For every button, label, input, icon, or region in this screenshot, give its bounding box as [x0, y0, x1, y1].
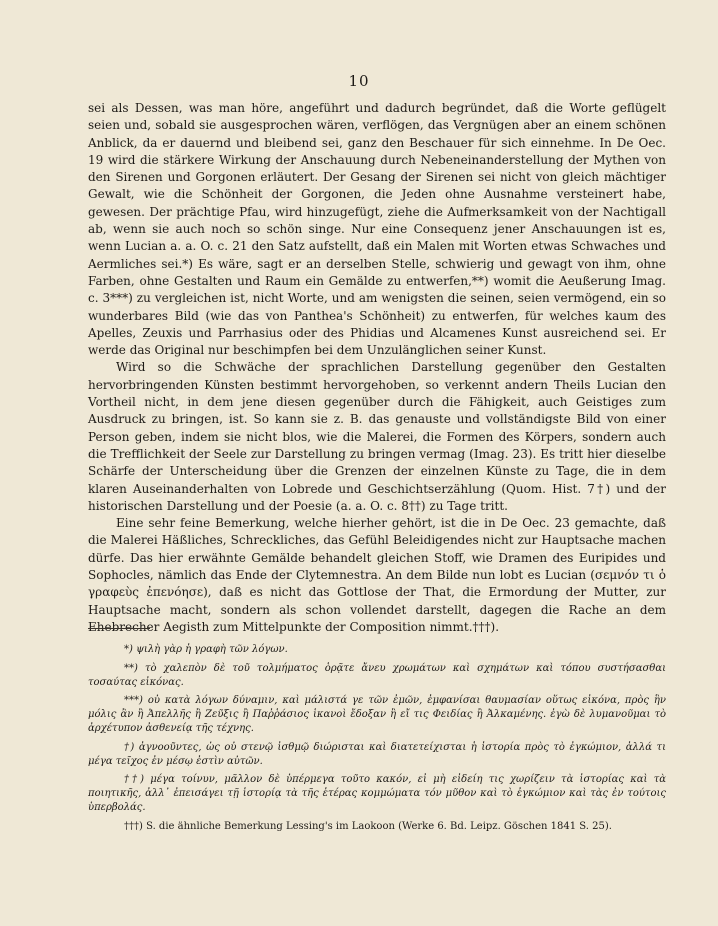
footnote-4: †) ἀγνοοῦντες, ὡς οὐ στενῷ ἰσθμῷ διώρισται καὶ διατετείχισται ἡ ἱστορία πρὸς τὸ ἐγκώμιον, ἀλλά τι μέγα τεῖχος ἐν μέσῳ ἐστὶν αὐτῶν. [88, 741, 666, 767]
footnote-3: ***) οὐ κατὰ λόγων δύναμιν, καὶ μάλιστά γε τῶν ἐμῶν, ἐμφανίσαι θαυμασίαν οὕτως εἰκόνα, πρὸς ἣν μόλις ἂν ἢ Ἀπελλῆς ἢ Ζεῦξις ἢ Παῤῥάσιος ἱκανοὶ ἔδοξαν ἢ εἴ τις Φειδίας ἢ Ἀλκαμένης. ἐγὼ δὲ λυμανοῦμαι τὸ ἀρχέτυπον ἀσθενείᾳ τῆς τέχνης. [88, 695, 666, 735]
page-number: 10 [348, 72, 370, 90]
paragraph-1: sei als Dessen, was man höre, angeführt und dadurch begründet, daß die Worte geflügelt seien und, sobald sie ausgesprochen wären, verflögen, das Vergnügen aber an einem schönen Anblick, da er dauernd und bleibend sei, ganz den Beschauer für sich einnehme. In De Oec. 19 wird die stärkere Wirkung der Anschauung durch Nebeneinanderstellung der Mythen von den Sirenen und Gorgonen erläutert. Der Gesang der Sirenen sei nicht von gleich mächtiger Gewalt, wie die Schönheit der Gorgonen, die Jeden ohne Ausnahme versteinert habe, gewesen. Der prächtige Pfau, wird hinzugefügt, ziehe die Aufmerksamkeit von der Nachtigall ab, wenn sie auch noch so schön singe. Nur eine Consequenz jener Anschauungen ist es, wenn Lucian a. a. O. c. 21 den Satz aufstellt, daß ein Malen mit Worten etwas Schwaches und Aermliches sei.*) Es wäre, sagt er an derselben Stelle, schwierig und gewagt von ihm, ohne Farben, ohne Gestalten und Raum ein Gemälde zu entwerfen,**) womit die Aeußerung Imag. c. 3***) zu vergleichen ist, nicht Worte, und am wenigsten die seinen, seien vermögend, ein so wunderbares Bild (wie das von Panthea's Schönheit) zu entwerfen, für welches kaum des Apelles, Zeuxis und Parrhasius oder des Phidias und Alcamenes Kunst ausreichend sei. Er werde das Original nur beschimpfen bei dem Unzulänglichen seiner Kunst. [88, 101, 666, 358]
footnote-1: *) ψιλὴ γὰρ ἡ γραφὴ τῶν λόγων. [124, 644, 288, 655]
paragraph-3: Eine sehr feine Bemerkung, welche hierher gehört, ist die in De Oec. 23 gemachte, daß die Malerei Häßliches, Schreckliches, das Gefühl Beleidigendes nicht zur Hauptsache machen dürfe. Das hier erwähnte Gemälde behandelt gleichen Stoff, wie Dramen des Euripides und Sophocles, nämlich das Ende der Clytemnestra. An dem Bilde nun lobt es Lucian (σεμνόν τι ὁ γραφεὺς ἐπενόησε), daß es nicht das Gottlose der That, die Ermordung der Mutter, zur Hauptsache macht, sondern als schon vollendet darstellt, dagegen die Rache an dem Ehebrecher Aegisth zum Mittelpunkte der Composition nimmt.†††). [88, 516, 666, 634]
footnote-2: **) τὸ χαλεπὸν δὲ τοῦ τολμήματος ὁρᾷτε ἄνευ χρωμάτων καὶ σχημάτων καὶ τόπου συστήσασθαι τοσαύτας εἰκόνας. [88, 662, 666, 688]
footnotes [88, 643, 666, 839]
paragraph-2: Wird so die Schwäche der sprachlichen Darstellung gegenüber den Gestalten hervorbringenden Künsten bestimmt hervorgehoben, so verkennt andern Theils Lucian den Vortheil nicht, in dem jene diesen gegenüber durch die Fähigkeit, auch Geistiges zum Ausdruck zu bringen, ist. So kann sie z. B. das genauste und vollständigste Bild von einer Person geben, indem sie nicht blos, wie die Malerei, die Formen des Körpers, sondern auch die Trefflichkeit der Seele zur Darstellung zu bringen vermag (Imag. 23). Es tritt hier dieselbe Schärfe der Unterscheidung über die Grenzen der einzelnen Künste zu Tage, die in dem klaren Auseinanderhalten von Lobrede und Geschichtserzählung (Quom. Hist. 7†) und der historischen Darstellung und der Poesie (a. a. O. c. 8††) zu Tage tritt. [88, 360, 666, 513]
footnote-separator [88, 628, 150, 629]
main-text [88, 100, 666, 636]
footnote-6: †††) S. die ähnliche Bemerkung Lessing's im Laokoon (Werke 6. Bd. Leipz. Göschen 1841 S. 25). [124, 820, 612, 832]
footnote-5: ††) μέγα τοίνυν, μᾶλλον δὲ ὑπέρμεγα τοῦτο κακόν, εἰ μὴ εἰδείη τις χωρίζειν τὰ ἱστορίας καὶ τὰ ποιητικῆς, ἀλλ᾽ ἐπεισάγει τῇ ἱστορίᾳ τὰ τῆς ἑτέρας κομμώματα τόν μῦθον καὶ τὸ ἐγκώμιον καὶ τὰς ἐν τούτοις ὑπερβολάς. [88, 774, 666, 814]
